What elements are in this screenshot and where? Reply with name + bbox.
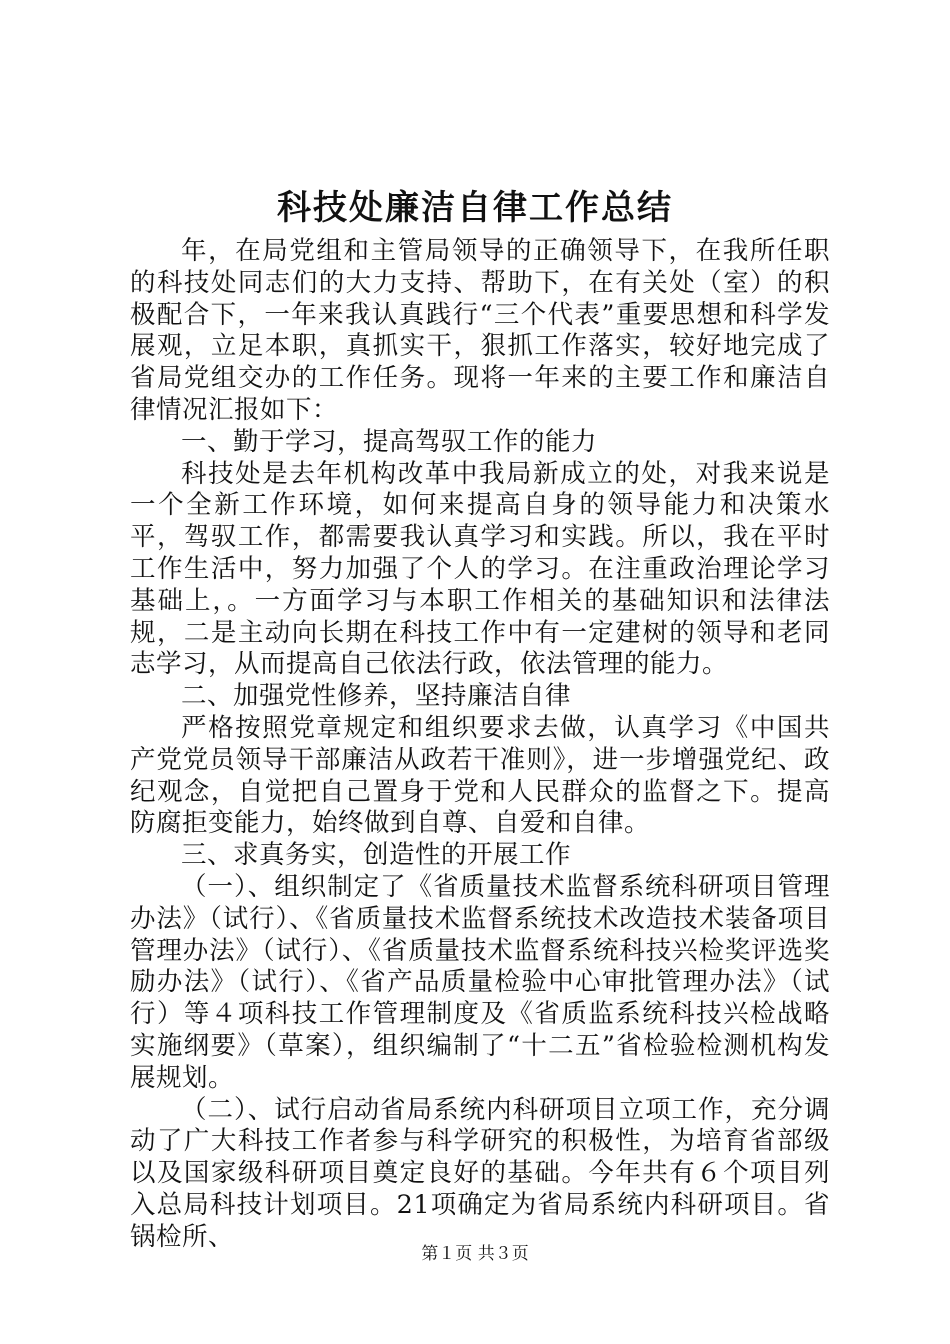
document-body bbox=[130, 236, 830, 1254]
section-heading-3: 三、求真务实，创造性的开展工作 bbox=[181, 840, 572, 871]
section-heading-1: 一、勤于学习，提高驾驭工作的能力 bbox=[181, 426, 598, 457]
intro-paragraph: 年，在局党组和主管局领导的正确领导下，在我所任职的科技处同志们的大力支持、帮助下，在有关处（室）的积极配合下，一年来我认真践行“三个代表”重要思想和科学发展观，立足本职，真抓实干，狠抓工作落实，较好地完成了省局党组交办的工作任务。现将一年来的主要工作和廉洁自律情况汇报如下： bbox=[130, 236, 830, 425]
section-1-paragraph: 科技处是去年机构改革中我局新成立的处，对我来说是一个全新工作环境，如何来提高自身的领导能力和决策水平，驾驭工作，都需要我认真学习和实践。所以，我在平时工作生活中，努力加强了个人的学习。在注重政治理论学习基础上，。一方面学习与本职工作相关的基础知识和法律法规，二是主动向长期在科技工作中有一定建树的领导和老同志学习，从而提高自己依法行政，依法管理的能力。 bbox=[130, 458, 830, 680]
section-3-item-2: （二）、试行启动省局系统内科研项目立项工作，充分调动了广大科技工作者参与科学研究的积极性，为培育省部级以及国家级科研项目奠定良好的基础。今年共有６个项目列入总局科技计划项目。21项确定为省局系统内科研项目。省锅检所、 bbox=[130, 1094, 830, 1252]
page-footer: 第１页 共３页 bbox=[421, 1244, 529, 1264]
section-heading-2: 二、加强党性修养，坚持廉洁自律 bbox=[181, 681, 572, 712]
section-3-item-1: （一）、组织制定了《省质量技术监督系统科研项目管理办法》（试行）、《省质量技术监督系统技术改造技术装备项目管理办法》（试行）、《省质量技术监督系统科技兴检奖评选奖励办法》（试行）、《省产品质量检验中心审批管理办法》（试行）等４项科技工作管理制度及《省质监系统科技兴检战略实施纲要》（草案），组织编制了“十二五”省检验检测机构发展规划。 bbox=[130, 871, 830, 1093]
section-2-paragraph: 严格按照党章规定和组织要求去做，认真学习《中国共产党党员领导干部廉洁从政若干准则》，进一步增强党纪、政纪观念，自觉把自己置身于党和人民群众的监督之下。提高防腐拒变能力，始终做到自尊、自爱和自律。 bbox=[130, 712, 830, 839]
document-title: 科技处廉洁自律工作总结 bbox=[277, 188, 673, 228]
